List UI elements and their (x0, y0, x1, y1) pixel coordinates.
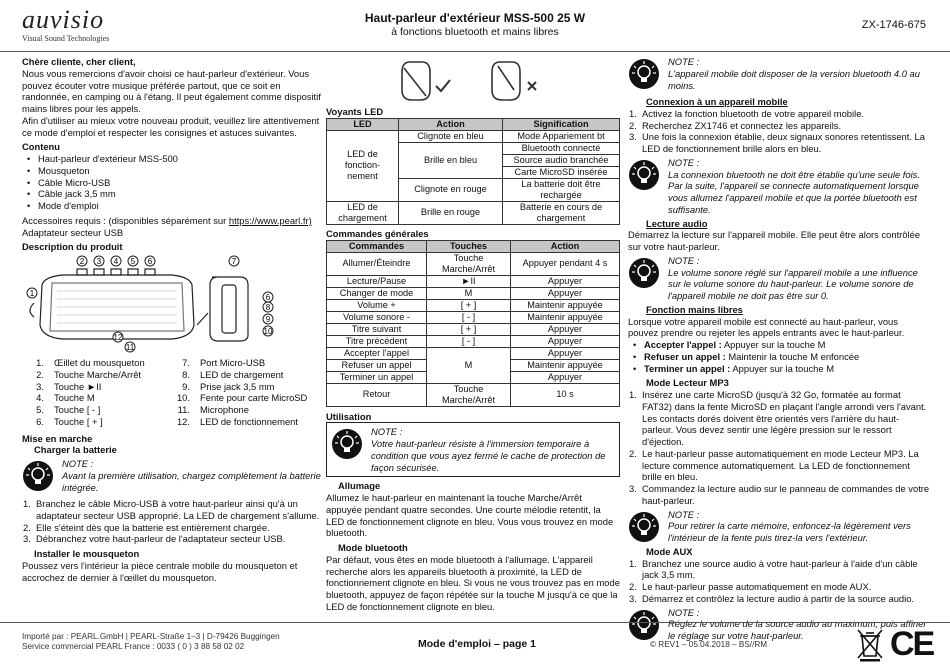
speaker-illustration (22, 255, 322, 355)
step-text: Le haut-parleur passe automatiquement en mode Lecteur MP3. La lecture commence automatiquement. La LED de fonctionnement brille en bleu. (642, 447, 919, 483)
arrow-line (197, 313, 208, 325)
step-text: Commandez la lecture audio sur le panneau de commandes de votre haut-parleur. (642, 483, 930, 506)
speaker-side-outline (210, 277, 248, 341)
document-title: Haut-parleur d'extérieur MSS-500 25 W (364, 11, 586, 25)
brand-logo (22, 6, 152, 46)
step-text: Recherchez ZX1746 et connectez les appareils. (642, 119, 842, 131)
step-number: 2. (629, 119, 637, 131)
part-label: Microphone (200, 404, 249, 415)
part-number: 2. (36, 368, 44, 380)
logo-wordmark: auvisio (22, 5, 105, 34)
led-table (326, 118, 620, 225)
step-text: Insérez une carte MicroSD (jusqu'à 32 Go, formatée au format FAT32) dans la fente MicroSD en plaçant l'angle arrondi vers l'avant. Les contacts dorés doivent être orientés vers l'arrière du haut-parleur. Vous devez sentir une légère pression sur le ressort d'éjection. (642, 389, 927, 447)
note-text (668, 56, 930, 91)
callout-label: 3 (96, 257, 102, 266)
table-cell: Touche Marche/Arrêt (427, 383, 511, 406)
carabiner-illustration (326, 56, 620, 106)
item-text: Appuyer sur la touche M (730, 362, 834, 374)
clip-heading: Installer le mousqueton (34, 548, 140, 559)
playback-text: Démarrez la lecture sur l'appareil mobile. Elle peut être alors contrôlée sur votre haut-parleur. (628, 229, 921, 252)
note-text (668, 509, 930, 544)
setup-heading: Mise en marche (22, 432, 93, 444)
note-body: Le volume sonore réglé sur l'appareil mobile a une influence sur le volume sonore du haut-parleur. Le volume sonore de l'appareil mobile ne doit pas être sur 0. (668, 266, 918, 301)
carabiner-closed-outline (402, 62, 430, 100)
list-item (22, 498, 322, 522)
note-content (331, 426, 615, 473)
lightbulb-icon (628, 257, 660, 289)
table-cell: LED de chargement (327, 201, 399, 224)
step-number: 1. (629, 107, 637, 119)
table-cell: [ + ] (427, 323, 511, 335)
part-row (22, 392, 168, 404)
table-row (327, 252, 620, 275)
item-text: Maintenir la touche M enfoncée (725, 350, 860, 362)
table-cell: [ - ] (427, 335, 511, 347)
step-text: Le haut-parleur passe automatiquement en mode AUX. (642, 581, 872, 592)
part-label: Touche [ - ] (54, 404, 101, 415)
use-heading: Utilisation (326, 410, 372, 422)
accessories-line (22, 215, 322, 227)
charge-heading: Charger la batterie (34, 444, 117, 456)
part-number: 11. (177, 404, 190, 415)
part-label: Œillet du mousqueton (54, 357, 145, 368)
note-label: NOTE : (62, 458, 94, 469)
list-item: • Mode d'emploi (22, 200, 322, 212)
table-row (327, 118, 620, 130)
lightbulb-icon (22, 460, 54, 492)
lightbulb-icon (628, 159, 660, 191)
table-cell: Appuyer (511, 275, 620, 287)
table-cell: [ + ] (427, 299, 511, 311)
table-cell: Maintenir appuyée (511, 359, 620, 371)
part-label: Touche Marche/Arrêt (54, 368, 142, 380)
table-cell: [ - ] (427, 311, 511, 323)
bluetooth-text: Par défaut, vous êtes en mode bluetooth à l'allumage. L'appareil recherche alors les appareils bluetooth à proximité, la LED de fonctionnement clignote en bleu. Si vous ne vous trouvez pas en mode bluetooth, appuyez de façon répétée sur la touche M jusqu'à ce que la LED de fonctionnement clignote en bleu. (326, 553, 620, 612)
table-cell: Mode Appariement bt (503, 130, 620, 142)
note-body: Avant la première utilisation, chargez complètement la batterie intégrée. (62, 469, 321, 493)
table-row (327, 335, 620, 347)
step-number: 3. (629, 592, 637, 604)
step-number: 2. (23, 521, 31, 533)
note-charge (22, 458, 322, 496)
table-row (327, 275, 620, 287)
table-cell: Appuyer pendant 4 s (511, 252, 620, 275)
table-cell: Titre précédent (327, 335, 427, 347)
part-row (168, 404, 318, 416)
button-outline (77, 269, 87, 275)
list-item (628, 131, 930, 155)
table-cell: M (427, 287, 511, 299)
table-cell: Carte MicroSD insérée (503, 166, 620, 178)
note-volume (628, 255, 930, 302)
callout-label: 7 (231, 257, 237, 266)
list-item: • Mousqueton (22, 165, 322, 177)
column-header: Action (399, 118, 503, 130)
table-cell: Titre suivant (327, 323, 427, 335)
greeting: Chère cliente, cher client, (22, 56, 136, 67)
note-label: NOTE : (668, 156, 700, 168)
table-row (327, 201, 620, 224)
lightbulb-icon (628, 58, 660, 90)
callout-label: 8 (265, 303, 271, 312)
part-row (168, 416, 318, 428)
list-item (628, 108, 930, 120)
lightbulb-icon (628, 511, 660, 543)
document-subtitle: à fonctions bluetooth et mains libres (391, 26, 559, 38)
note-connection (628, 157, 930, 216)
part-label: Touche [ + ] (54, 415, 103, 427)
cross-icon (528, 82, 536, 90)
importer-line: Importé par : PEARL.GmbH | PEARL-Straße 1–3 | D-79426 Buggingen (22, 632, 280, 641)
part-label: Touche M (54, 392, 95, 404)
commands-table (326, 240, 620, 407)
column-header: LED (327, 118, 399, 130)
note-text (668, 255, 930, 302)
step-text: Démarrez et contrôlez la lecture audio à partir de la source audio. (642, 592, 915, 604)
ce-mark: CE (890, 625, 934, 663)
table-cell: Lecture/Pause (327, 275, 427, 287)
table-row (327, 287, 620, 299)
part-row (168, 381, 318, 393)
list-item (628, 339, 930, 351)
table-cell: Clignote en rouge (399, 178, 503, 201)
note-body: Pour retirer la carte mémoire, enfoncez-la légèrement vers l'intérieur de la fente puis tirez-la vers l'extérieur. (668, 520, 911, 543)
intro-paragraph: Nous vous remercions d'avoir choisi ce haut-parleur d'extérieur. Vous pouvez écouter votre musique préférée partout, que ce soit en randonnée, en camping ou à l'étang. Il peut également comme dispositif mains libres pour les appels. (22, 67, 321, 114)
table-row (327, 323, 620, 335)
callout-label: 4 (113, 257, 119, 266)
carabiner-eyelet (30, 303, 34, 317)
part-label: Fente pour carte MicroSD (200, 392, 308, 404)
pearl-link[interactable]: https://www.pearl.fr) (228, 214, 312, 226)
service-line: Service commercial PEARL France : 0033 ( 0 ) 3 88 58 02 02 (22, 642, 245, 651)
button-outline (145, 269, 155, 275)
table-cell: Touche Marche/Arrêt (427, 252, 511, 275)
callout-label: 2 (79, 257, 85, 266)
table-cell: Batterie en cours de chargement (503, 201, 620, 224)
step-text: Branchez une source audio à votre haut-parleur à l'aide d'un câble jack 3,5 mm. (642, 557, 918, 581)
handsfree-list (628, 339, 930, 374)
check-icon (436, 80, 450, 91)
power-on-text: Allumez le haut-parleur en maintenant la touche Marche/Arrêt appuyée pendant quatre secondes. Une courte mélodie retentit, la LED de fonctionnement clignote en bleu. Vous vous trouvez en mode bluetooth. (326, 492, 614, 539)
step-number: 1. (629, 557, 637, 569)
note-sdcard (628, 509, 930, 544)
list-item (628, 483, 930, 507)
note-label: NOTE : (668, 56, 700, 67)
accessories-text: Accessoires requis : (disponibles séparément sur (22, 214, 227, 226)
column-left (22, 56, 322, 583)
note-label: NOTE : (371, 426, 403, 438)
list-item (628, 581, 930, 593)
part-number: 5. (36, 404, 44, 415)
list-item (22, 533, 322, 545)
button-outline (94, 269, 104, 275)
button-outline (111, 269, 121, 275)
handsfree-text: Lorsque votre appareil mobile est connecté au haut-parleur, vous pouvez prendre ou rejeter les appels entrants avec le haut-parleur. (628, 315, 905, 339)
table-row (327, 240, 620, 252)
step-number: 1. (23, 498, 31, 509)
handsfree-heading: Fonction mains libres (646, 303, 743, 315)
part-label: LED de chargement (200, 368, 284, 380)
column-middle (326, 56, 620, 613)
callout-label: 9 (265, 315, 271, 324)
column-right (628, 56, 930, 644)
note-bt-version (628, 56, 930, 94)
table-cell: Volume sonore - (327, 311, 427, 323)
step-number: 1. (629, 389, 637, 400)
part-number: 9. (182, 380, 190, 392)
lightbulb-icon (331, 428, 363, 460)
carabiner-gate (404, 68, 426, 96)
contents-heading: Contenu (22, 141, 61, 153)
note-body: L'appareil mobile doit disposer de la version bluetooth 4.0 au moins. (668, 67, 920, 91)
step-text: Une fois la connexion établie, deux signaux sonores retentissent. La LED de fonctionnement brille alors en bleu. (642, 131, 925, 154)
step-number: 3. (629, 131, 637, 143)
list-item (628, 351, 930, 363)
column-header: Action (511, 240, 620, 252)
playback-heading: Lecture audio (646, 217, 708, 229)
page-number: Mode d'emploi – page 1 (418, 638, 537, 650)
list-item (628, 363, 930, 375)
accessories-item: Adaptateur secteur USB (22, 226, 124, 238)
button-outline (128, 269, 138, 275)
callout-label: 5 (130, 257, 136, 266)
clip-text: Poussez vers l'intérieur la pièce centrale mobile du mousqueton et accrochez de dernier à l'œillet du mousqueton. (22, 559, 298, 583)
part-row (22, 381, 168, 393)
step-text: Débranchez votre haut-parleur de l'adaptateur secteur USB. (36, 533, 286, 545)
callout-label: 6 (265, 293, 271, 302)
note-label: NOTE : (668, 508, 700, 520)
table-cell: Source audio branchée (503, 154, 620, 166)
table-cell: Refuser un appel (327, 359, 427, 371)
part-row (22, 369, 168, 381)
revision-line: © REV1 – 05.04.2018 – BS//RM (650, 640, 768, 649)
step-number: 3. (629, 483, 637, 494)
part-row (22, 357, 168, 369)
part-number: 8. (182, 368, 190, 380)
step-number: 2. (629, 447, 637, 459)
aux-heading: Mode AUX (646, 545, 693, 557)
carabiner-open-outline (492, 62, 520, 100)
table-cell: ►II (427, 275, 511, 287)
note-waterproof (326, 422, 620, 477)
mp3-steps (628, 389, 930, 507)
callout-label: 10 (263, 327, 273, 336)
power-on-heading: Allumage (338, 480, 381, 492)
part-label: Port Micro-USB (200, 357, 266, 368)
item-label: Accepter l'appel : (644, 339, 722, 350)
step-text: Elle s'éteint dès que la batterie est entièrement chargée. (36, 521, 270, 533)
note-label: NOTE : (668, 606, 700, 618)
table-cell: 10 s (511, 383, 620, 406)
table-cell: Changer de mode (327, 287, 427, 299)
bluetooth-heading: Mode bluetooth (338, 542, 408, 553)
part-row (22, 404, 168, 416)
step-text: Activez la fonction bluetooth de votre appareil mobile. (642, 107, 865, 119)
part-number: 1. (36, 357, 44, 368)
part-row (168, 392, 318, 404)
part-number: 7. (182, 357, 190, 368)
connection-steps (628, 108, 930, 155)
intro-paragraph-2: Afin d'utiliser au mieux votre nouveau produit, veuillez lire attentivement ce mode d'emploi et respecter les consignes et astuces suivantes. (22, 114, 320, 138)
list-item: • Câble jack 3,5 mm (22, 188, 322, 200)
list-item (628, 448, 930, 483)
part-row (168, 357, 318, 369)
connection-heading: Connexion à un appareil mobile (646, 96, 788, 107)
table-cell: Terminer un appel (327, 371, 427, 383)
part-label: Touche ►II (54, 380, 102, 392)
table-cell: Clignote en bleu (399, 130, 503, 142)
carabiner-gate-open (498, 66, 514, 90)
part-label: LED de fonctionnement (200, 415, 298, 427)
led-heading: Voyants LED (326, 106, 384, 117)
table-cell: Bluetooth connecté (503, 142, 620, 154)
part-row (168, 369, 318, 381)
charge-steps (22, 498, 322, 545)
callout-label: 1 (29, 289, 35, 298)
callout-label: 12 (113, 333, 123, 342)
list-item: • Câble Micro-USB (22, 177, 322, 189)
column-header: Touches (427, 240, 511, 252)
column-header: Signification (503, 118, 620, 130)
table-cell: Appuyer (511, 347, 620, 359)
table-row (327, 347, 620, 359)
table-cell: Allumer/Éteindre (327, 252, 427, 275)
table-cell: Appuyer (511, 287, 620, 299)
step-text: Branchez le câble Micro-USB à votre haut-parleur ainsi qu'à un adaptateur secteur USB approprié. La LED de chargement s'allume. (36, 498, 320, 521)
item-label: Refuser un appel : (644, 350, 726, 362)
list-item (628, 558, 930, 582)
description-heading: Description du produit (22, 241, 123, 253)
list-item (628, 389, 930, 448)
table-cell: Brille en bleu (399, 142, 503, 178)
table-row (327, 130, 620, 142)
note-body: Votre haut-parleur résiste à l'immersion temporaire à condition que vous ayez fermé le cache de protection de façon sécurisée. (371, 438, 606, 473)
table-cell: Maintenir appuyée (511, 311, 620, 323)
table-cell: Appuyer (511, 371, 620, 383)
port-cover-outline (222, 285, 236, 333)
callout-label: 11 (125, 343, 135, 352)
table-cell: Maintenir appuyée (511, 299, 620, 311)
note-body: La connexion bluetooth ne doit être établie qu'une seule fois. Par la suite, l'appareil se connecte automatiquement lorsque vous allumez l'appareil mobile et que la portée bluetooth est suffisante. (668, 168, 920, 215)
table-row (327, 299, 620, 311)
part-row (22, 416, 168, 428)
table-cell: M (427, 347, 511, 383)
list-item (628, 593, 930, 605)
note-text (668, 157, 930, 216)
item-text: Appuyer sur la touche M (721, 339, 826, 350)
table-cell: LED de fonction-nement (327, 130, 399, 201)
table-cell: Accepter l'appel (327, 347, 427, 359)
part-number: 6. (36, 415, 44, 427)
item-label: Terminer un appel : (644, 362, 731, 374)
part-number: 12. (176, 415, 190, 427)
list-item: • Haut-parleur d'extérieur MSS-500 (22, 153, 322, 165)
column-header: Commandes (327, 240, 427, 252)
list-item (628, 120, 930, 132)
part-label: Prise jack 3,5 mm (200, 380, 275, 392)
table-cell: Appuyer (511, 335, 620, 347)
table-cell: Appuyer (511, 323, 620, 335)
part-number: 3. (36, 380, 44, 392)
table-cell: Brille en rouge (399, 201, 503, 224)
table-cell: Retour (327, 383, 427, 406)
part-number: 4. (36, 392, 44, 404)
commands-heading: Commandes générales (326, 227, 429, 239)
part-number: 10. (176, 392, 190, 404)
aux-steps (628, 558, 930, 605)
note-text (371, 426, 615, 473)
contents-list (22, 153, 322, 212)
logo-tagline: Visual Sound Technologies (22, 34, 110, 43)
table-row (327, 383, 620, 406)
weee-bin-icon (856, 628, 884, 662)
callout-label: 6 (147, 257, 153, 266)
step-number: 3. (23, 533, 31, 545)
parts-list (22, 357, 322, 428)
list-item (22, 522, 322, 534)
table-cell: La batterie doit être rechargée (503, 178, 620, 201)
table-row (327, 311, 620, 323)
note-text (62, 458, 322, 493)
note-label: NOTE : (668, 254, 700, 266)
table-cell: Volume + (327, 299, 427, 311)
step-number: 2. (629, 581, 637, 592)
note-body: Réglez le volume de la source audio au maximum, puis affiner le réglage sur votre haut-parleur. (668, 618, 927, 641)
mp3-heading: Mode Lecteur MP3 (646, 377, 729, 389)
article-reference: ZX-1746-675 (861, 19, 926, 31)
